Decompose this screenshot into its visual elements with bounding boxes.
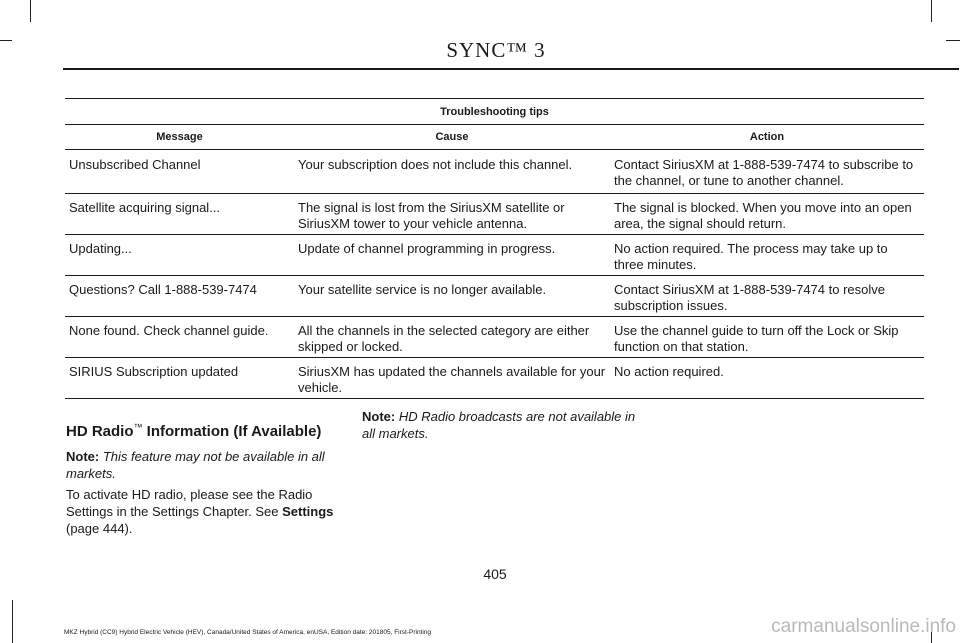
action-cell: No action required. <box>610 358 924 399</box>
message-cell: SIRIUS Subscription updated <box>65 358 294 399</box>
message-cell: Updating... <box>65 235 294 276</box>
cause-cell: The signal is lost from the SiriusXM satellite or SiriusXM tower to your vehicle antenna. <box>294 194 610 235</box>
page-number: 405 <box>483 566 507 582</box>
cause-cell: Your satellite service is no longer available. <box>294 276 610 317</box>
table-row <box>65 317 924 358</box>
column-header-action: Action <box>610 125 924 150</box>
action-cell: Contact SiriusXM at 1-888-539-7474 to subscribe to the channel, or tune to another channel. <box>610 150 924 194</box>
table-title: Troubleshooting tips <box>65 99 924 125</box>
activate-instructions: To activate HD radio, please see the Radio Settings in the Settings Chapter. See Settings (page 444). <box>66 487 334 536</box>
page-header-title: SYNC™ 3 <box>446 38 546 62</box>
cause-cell: SiriusXM has updated the channels available for your vehicle. <box>294 358 610 399</box>
note-availability: Note: This feature may not be available in all markets. <box>66 449 325 481</box>
action-cell: The signal is blocked. When you move into an open area, the signal should return. <box>610 194 924 235</box>
table-row <box>65 276 924 317</box>
settings-link[interactable]: Settings <box>282 504 334 519</box>
header-rule <box>63 68 959 70</box>
edition-footer: MKZ Hybrid (CC9) Hybrid Electric Vehicle (HEV), Canada/United States of America, enUSA, Edition date: 201805, First-Printing <box>64 629 432 636</box>
cause-cell: Update of channel programming in progress. <box>294 235 610 276</box>
action-cell: Contact SiriusXM at 1-888-539-7474 to resolve subscription issues. <box>610 276 924 317</box>
message-cell: Satellite acquiring signal... <box>65 194 294 235</box>
message-cell: Unsubscribed Channel <box>65 150 294 194</box>
crop-mark <box>12 600 13 643</box>
note-broadcasts: Note: HD Radio broadcasts are not available in all markets. <box>362 409 636 441</box>
action-cell: No action required. The process may take up to three minutes. <box>610 235 924 276</box>
section-heading: HD Radio™ Information (If Available) <box>66 422 322 440</box>
column-header-message: Message <box>65 125 294 150</box>
troubleshooting-table <box>65 98 924 399</box>
table-row <box>65 150 924 194</box>
action-cell: Use the channel guide to turn off the Lock or Skip function on that station. <box>610 317 924 358</box>
cause-cell: All the channels in the selected category are either skipped or locked. <box>294 317 610 358</box>
table-row <box>65 358 924 399</box>
crop-mark <box>931 0 932 22</box>
table-row <box>65 194 924 235</box>
message-cell: Questions? Call 1-888-539-7474 <box>65 276 294 317</box>
crop-mark <box>30 0 31 22</box>
message-cell: None found. Check channel guide. <box>65 317 294 358</box>
watermark: carmanualsonline.info <box>771 616 956 637</box>
column-header-cause: Cause <box>294 125 610 150</box>
table-row <box>65 235 924 276</box>
cause-cell: Your subscription does not include this channel. <box>294 150 610 194</box>
